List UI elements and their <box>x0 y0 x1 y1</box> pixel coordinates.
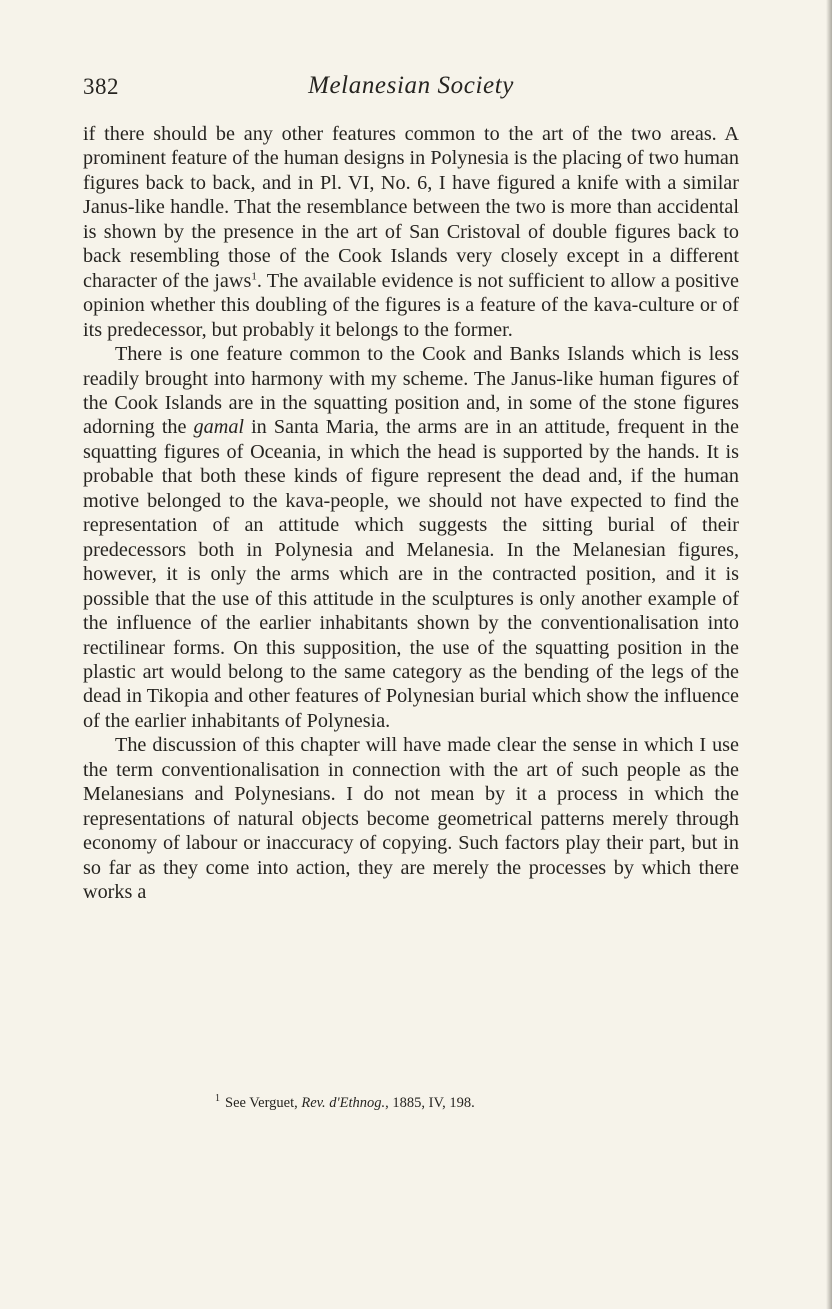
italic-term-gamal: gamal <box>193 416 245 439</box>
paragraph-3 <box>83 733 739 904</box>
footnote-source: Rev. d'Ethnog. <box>301 1095 386 1111</box>
paragraph-2-text-b: in Santa Maria, the arms are in an attitude, frequent in the squatting figures of Oceania, in which the head is supported by the hands. It is probable that both these kinds of figure represent the dead and, if the human motive belonged to the kava-people, we should not have expected to find the representation of an attitude which suggests the sitting burial of their predecessors both in Polynesia and Melanesia. In the Melanesian figures, however, it is only the arms which are in the contracted position, and it is possible that the use of this attitude in the sculptures is only another example of the influence of the earlier inhabitants shown by the conventionalisation into rectilinear forms. On this supposition, the use of the squatting position in the plastic art would belong to the same category as the bending of the legs of the dead in Tikopia and other features of Polynesian burial which show the influence of the earlier inhabitants of Polynesia. <box>83 416 739 732</box>
body-text <box>83 122 739 905</box>
paragraph-1 <box>83 122 739 342</box>
paragraph-3-text-a: The discussion of this chapter will have made clear the sense in which I use the term conventionalisation in connection with the art of such people as the Melanesians and Polynesians. I do not mean by it a process in which the representations of natural objects become geometrical patterns merely through economy of labour or inaccuracy of copying. Such factors play their part, but in so far as they come into action, they are merely the processes by which there works a <box>83 734 739 904</box>
page-number: 382 <box>83 74 119 99</box>
paragraph-1-text-b: . The available evidence is not sufficient to allow a positive opinion whether this doubling of the figures is a feature of the kava-culture or of its predecessor, but probably it belongs to the former. <box>83 269 739 341</box>
running-head: Melanesian Society <box>308 72 514 99</box>
footnote <box>83 1094 739 1112</box>
footnote-text-after: , 1885, IV, 198. <box>385 1095 475 1111</box>
page-header <box>83 72 739 108</box>
paragraph-1-text-a: if there should be any other features common to the art of the two areas. A prominent feature of the human designs in Polynesia is the placing of two human figures back to back, and in Pl. VI, No. 6, I have figured a knife with a similar Janus-like handle. That the resemblance between the two is more than accidental is shown by the presence in the art of San Cristoval of double figures back to back resembling those of the Cook Islands very closely except in a different character of the jaws <box>83 123 739 292</box>
footnote-mark: 1 <box>215 1093 220 1105</box>
paragraph-2 <box>83 342 739 733</box>
footnote-text-before: See Verguet, <box>225 1095 302 1111</box>
footnote-reference: 1 <box>251 269 257 282</box>
paragraph-2-text-a: There is one feature common to the Cook and Banks Islands which is less readily brought into harmony with my scheme. The Janus-like human figures of the Cook Islands are in the squatting position and, in some of the stone figures adorning the <box>83 343 739 439</box>
page-edge-shadow <box>826 0 832 1309</box>
